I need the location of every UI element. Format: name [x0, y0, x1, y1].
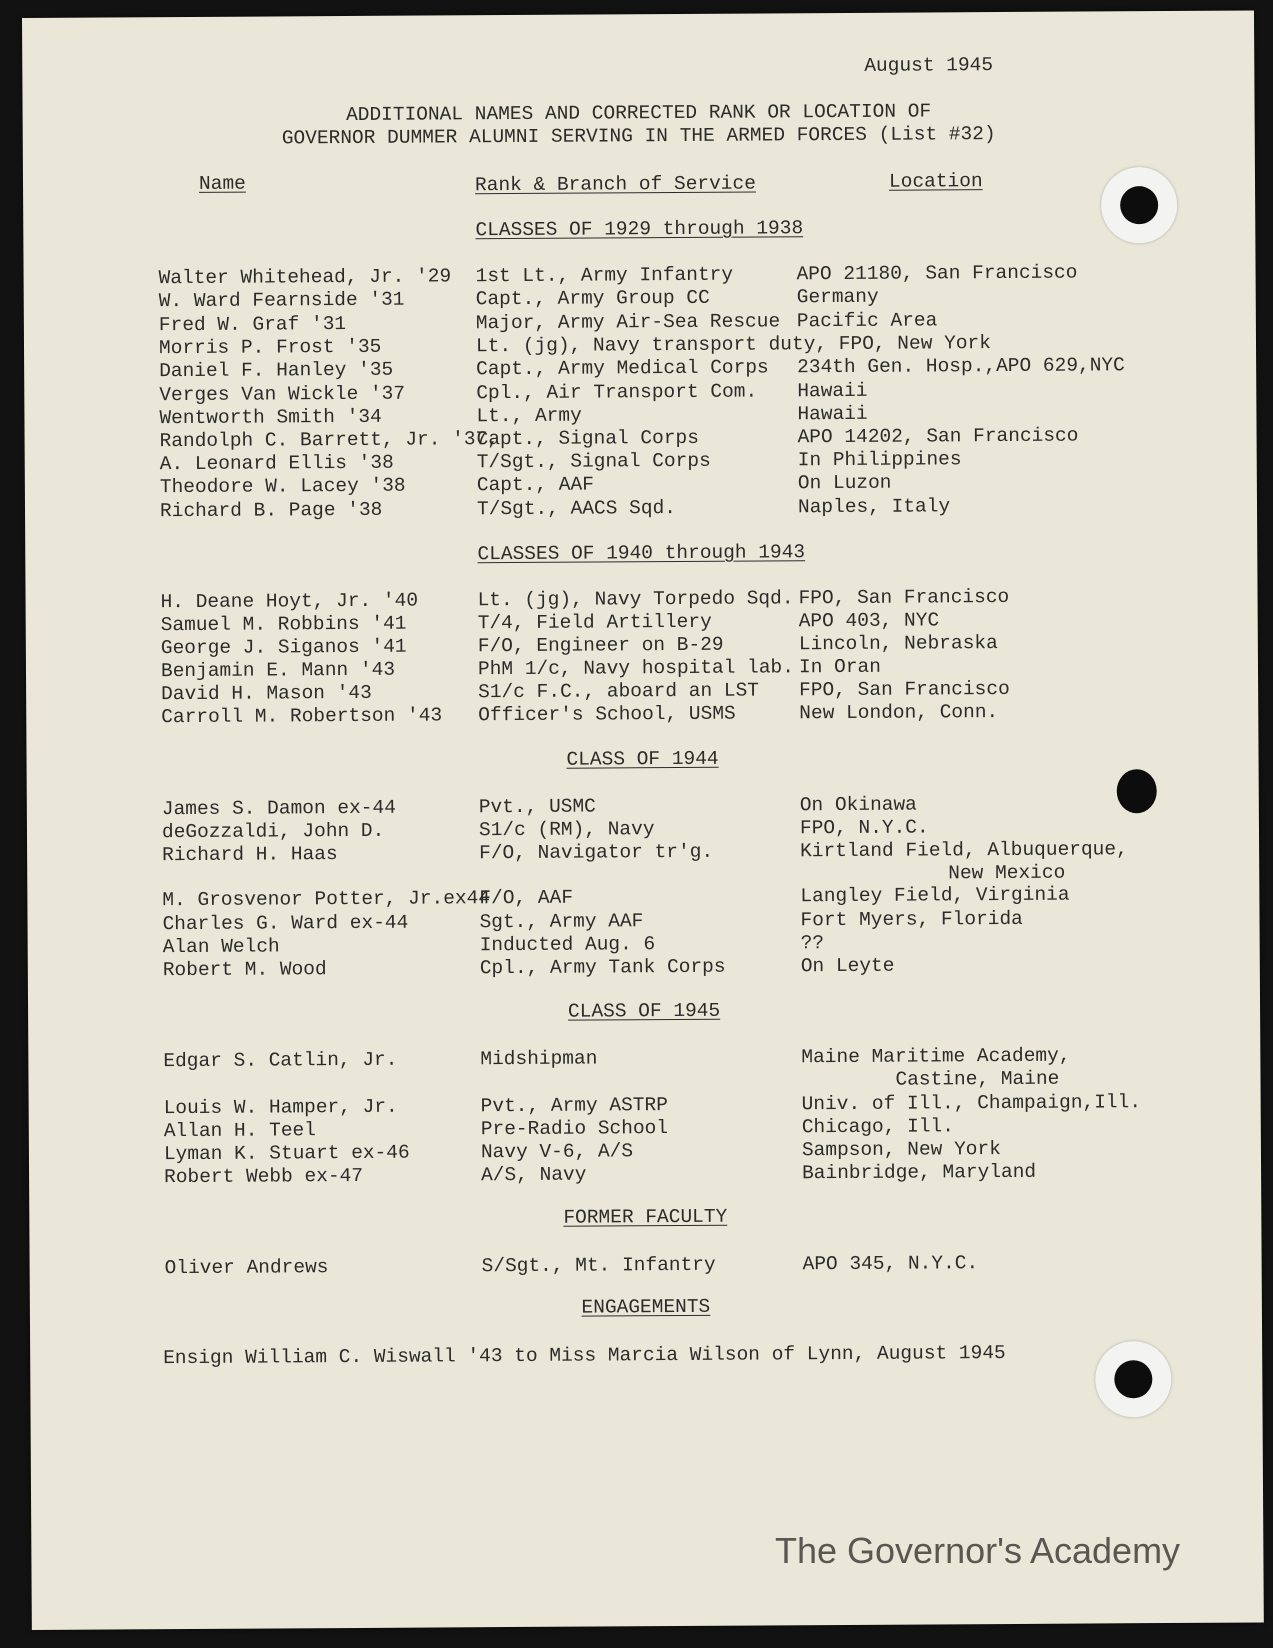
column-header-location: Location	[888, 170, 983, 193]
member-name: Samuel M. Robbins '41	[160, 612, 407, 637]
binder-hole-top-center	[1120, 186, 1158, 224]
member-name: Louis W. Hamper, Jr.	[163, 1095, 398, 1120]
member-name: Randolph C. Barrett, Jr. '37,	[159, 428, 500, 453]
member-rank: S1/c (RM), Navy	[478, 818, 655, 842]
member-rank: Capt., Army Medical Corps	[476, 356, 769, 381]
member-rank: F/O, AAF	[479, 886, 574, 910]
member-location: Hawaii	[797, 402, 868, 426]
member-name: James S. Damon ex-44	[161, 796, 396, 821]
member-rank: S/Sgt., Mt. Infantry	[481, 1253, 716, 1278]
member-rank: Lt. (jg), Navy transport duty, FPO, New York	[475, 332, 991, 358]
member-location: Kirtland Field, Albuquerque,	[800, 838, 1128, 863]
member-location: ??	[800, 932, 825, 955]
section-heading: FORMER FACULTY	[563, 1205, 728, 1229]
member-location: On Luzon	[797, 471, 892, 495]
document-page	[22, 10, 1264, 1629]
member-name: David H. Mason '43	[161, 681, 372, 706]
member-location: APO 345, N.Y.C.	[802, 1252, 979, 1276]
member-rank: T/Sgt., Signal Corps	[476, 449, 711, 474]
member-rank: A/S, Navy	[481, 1163, 587, 1187]
engagements-heading: ENGAGEMENTS	[581, 1295, 711, 1319]
member-location: Hawaii	[797, 379, 868, 403]
member-location: Langley Field, Virginia	[800, 883, 1070, 908]
member-rank: Navy V-6, A/S	[480, 1140, 634, 1164]
member-location: FPO, N.Y.C.	[799, 816, 929, 840]
member-name: Morris P. Frost '35	[158, 335, 382, 360]
member-location: On Okinawa	[799, 793, 917, 817]
member-rank: Midshipman	[480, 1047, 598, 1071]
member-location: Naples, Italy	[797, 495, 951, 519]
member-location-continued: Castine, Maine	[895, 1067, 1060, 1091]
member-location: Pacific Area	[796, 309, 938, 333]
member-name: Wentworth Smith '34	[159, 405, 382, 430]
member-rank: Capt., Signal Corps	[476, 426, 699, 451]
member-location-continued: New Mexico	[948, 861, 1066, 885]
document-date: August 1945	[864, 54, 994, 77]
column-header-rank: Rank & Branch of Service	[474, 172, 756, 197]
member-name: Verges Van Wickle '37	[159, 382, 406, 407]
member-location: Sampson, New York	[801, 1138, 1001, 1162]
member-location: Chicago, Ill.	[801, 1115, 954, 1139]
engagement-entry: Ensign William C. Wiswall '43 to Miss Marcia Wilson of Lynn, August 1945	[163, 1342, 1006, 1370]
member-rank: Pvt., Army ASTRP	[480, 1094, 668, 1118]
member-name: Richard H. Haas	[162, 843, 338, 867]
section-heading: CLASSES OF 1929 through 1938	[475, 217, 804, 242]
member-rank: 1st Lt., Army Infantry	[475, 263, 734, 288]
column-header-name: Name	[198, 172, 246, 195]
member-name: Carroll M. Robertson '43	[161, 704, 443, 729]
member-name: Oliver Andrews	[164, 1256, 329, 1280]
member-location: New London, Conn.	[799, 701, 999, 725]
member-location: Bainbridge, Maryland	[802, 1160, 1037, 1185]
member-rank: Officer's School, USMS	[478, 702, 736, 727]
member-name: deGozzaldi, John D.	[161, 819, 385, 844]
member-location: 234th Gen. Hosp.,APO 629,NYC	[797, 354, 1125, 379]
member-name: Charles G. Ward ex-44	[162, 911, 409, 936]
member-location: APO 21180, San Francisco	[796, 261, 1078, 286]
member-rank: Sgt., Army AAF	[479, 910, 644, 934]
member-rank: PhM 1/c, Navy hospital lab.	[477, 656, 795, 681]
member-rank: Pre-Radio School	[480, 1117, 669, 1141]
member-location: FPO, San Francisco	[799, 677, 1010, 702]
member-name: Richard B. Page '38	[159, 498, 383, 523]
member-name: Alan Welch	[162, 935, 280, 959]
member-name: A. Leonard Ellis '38	[159, 451, 394, 476]
member-location: Maine Maritime Academy,	[801, 1044, 1071, 1069]
member-name: Robert M. Wood	[162, 958, 327, 982]
title-line-2: GOVERNOR DUMMER ALUMNI SERVING IN THE ARMED FORCES (List #32)	[281, 123, 996, 150]
member-name: Lyman K. Stuart ex-46	[163, 1141, 410, 1166]
member-location: In Oran	[798, 655, 881, 679]
member-rank: Inducted Aug. 6	[479, 933, 656, 957]
member-location: Lincoln, Nebraska	[798, 632, 998, 656]
member-rank: T/4, Field Artillery	[477, 610, 712, 635]
member-location: In Philippines	[797, 448, 962, 472]
member-location: FPO, San Francisco	[798, 585, 1010, 610]
title-line-1: ADDITIONAL NAMES AND CORRECTED RANK OR LOCATION OF	[345, 100, 932, 127]
member-location: Fort Myers, Florida	[800, 907, 1023, 932]
member-name: M. Grosvenor Potter, Jr.ex44	[162, 887, 491, 912]
binder-hole-bottom-center	[1114, 1360, 1152, 1398]
member-rank: T/Sgt., AACS Sqd.	[476, 497, 677, 521]
member-location: Univ. of Ill., Champaign,Ill.	[801, 1091, 1142, 1116]
section-heading: CLASSES OF 1940 through 1943	[477, 541, 806, 566]
member-name: Edgar S. Catlin, Jr.	[163, 1048, 398, 1073]
member-rank: S1/c F.C., aboard an LST	[478, 679, 760, 704]
member-name: Robert Webb ex-47	[164, 1164, 364, 1189]
member-location: APO 14202, San Francisco	[797, 424, 1079, 449]
member-name: H. Deane Hoyt, Jr. '40	[160, 589, 419, 614]
member-name: Fred W. Graf '31	[158, 313, 347, 337]
member-rank: Cpl., Army Tank Corps	[479, 955, 726, 980]
member-location: APO 403, NYC	[798, 609, 940, 633]
section-heading: CLASS OF 1944	[566, 747, 719, 771]
watermark: The Governor's Academy	[775, 1530, 1181, 1571]
member-rank: Lt. (jg), Navy Torpedo Sqd.	[477, 587, 794, 612]
member-name: Theodore W. Lacey '38	[159, 474, 406, 499]
member-rank: F/O, Engineer on B-29	[477, 633, 724, 658]
member-location: On Leyte	[800, 954, 895, 978]
member-name: George J. Siganos '41	[160, 635, 407, 660]
member-rank: Pvt., USMC	[478, 795, 596, 819]
member-name: Benjamin E. Mann '43	[160, 658, 396, 683]
member-name: Allan H. Teel	[163, 1119, 316, 1143]
member-name: Walter Whitehead, Jr. '29	[158, 265, 452, 290]
member-location: Germany	[796, 285, 879, 309]
binder-hole-middle	[1117, 769, 1157, 813]
member-name: W. Ward Fearnside '31	[158, 288, 405, 313]
member-rank: F/O, Navigator tr'g.	[479, 840, 714, 865]
member-rank: Cpl., Air Transport Com.	[476, 380, 758, 405]
member-name: Daniel F. Hanley '35	[159, 358, 394, 383]
section-heading: CLASS OF 1945	[567, 999, 721, 1023]
member-rank: Capt., AAF	[476, 473, 594, 497]
member-rank: Major, Army Air-Sea Rescue	[475, 310, 781, 335]
member-rank: Capt., Army Group CC	[475, 286, 710, 311]
member-rank: Lt., Army	[476, 404, 582, 428]
